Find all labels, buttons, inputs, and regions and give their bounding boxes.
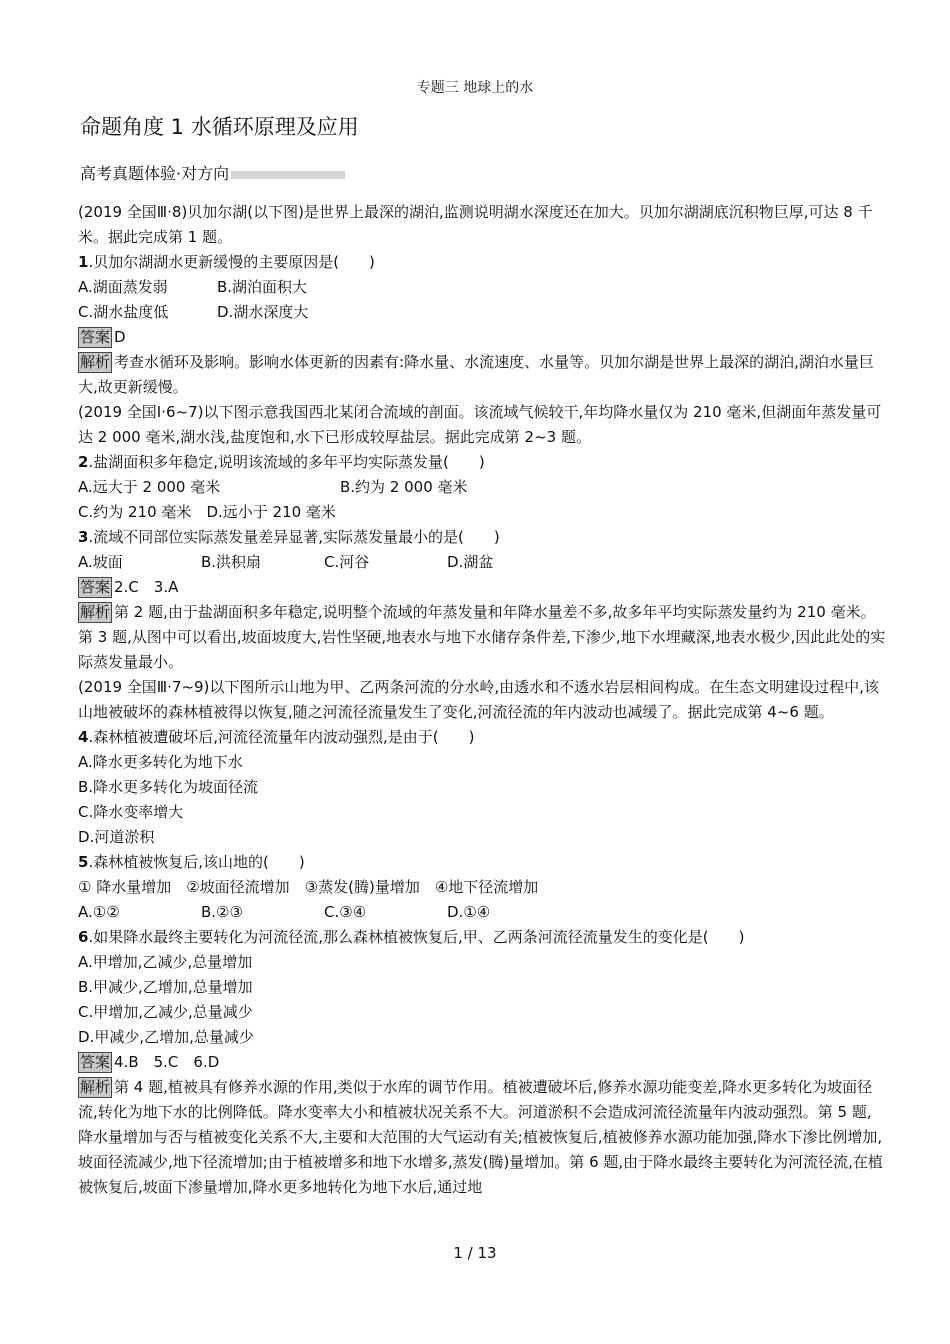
question-5 xyxy=(78,850,886,875)
analysis-tag: 解析 xyxy=(80,1078,111,1096)
question-stem: .森林植被遭破坏后,河流径流量年内波动强烈,是由于( ) xyxy=(88,728,475,746)
option: C.约为 210 毫米 xyxy=(78,503,192,521)
answer-tag: 答案 xyxy=(80,328,111,346)
option: D.远小于 210 毫米 xyxy=(206,503,336,521)
question-number: 5 xyxy=(78,853,89,871)
answer-text: 4.B 5.C 6.D xyxy=(114,1053,220,1071)
option: D.湖盆 xyxy=(447,553,494,571)
option: D.湖水深度大 xyxy=(217,303,309,321)
question-number: 1 xyxy=(78,253,89,271)
answer-line xyxy=(78,575,886,600)
analysis-tag: 解析 xyxy=(80,603,111,621)
option: D.①④ xyxy=(447,903,491,921)
analysis-text: 第 2 题,由于盐湖面积多年稳定,说明整个流域的年蒸发量和年降水量差不多,故多年平均实际蒸发量约为 210 毫米。第 3 题,从图中可以看出,坡面坡度大,岩性坚硬,地表水与地下水储存条件差,下渗少,地下水埋藏深,地表水极少,因此此处的实际蒸发量最小。 xyxy=(78,603,886,671)
option: C.甲增加,乙减少,总量减少 xyxy=(78,1003,253,1021)
option: C.河谷 xyxy=(324,553,370,571)
group1-intro: (2019 全国Ⅲ·8)贝加尔湖(以下图)是世界上最深的湖泊,监测说明湖水深度还在加大。贝加尔湖湖底沉积物巨厚,可达 8 千米。据此完成第 1 题。 xyxy=(78,203,873,246)
option: D.河道淤积 xyxy=(78,828,155,846)
options-row xyxy=(78,500,886,525)
options-row xyxy=(78,550,886,575)
analysis-text: 第 4 题,植被具有修养水源的作用,类似于水库的调节作用。植被遭破坏后,修养水源功能变差,降水更多转化为坡面径流,转化为地下水的比例降低。降水变率大小和植被状况关系不大。河道淤积不会造成河流径流量年内波动强烈。第 5 题,降水量增加与否与植被变化关系不大,主要和大范围的大气运动有关;植被恢复后,植被修养水源功能加强,降水下渗比例增加,坡面径流减少,地下径流增加;由于植被增多和地下水增多,蒸发(腾)量增加。第 6 题,由于降水最终主要转化为河流径流,在植被恢复后,坡面下渗量增加,降水更多地转化为地下水后,通过地 xyxy=(78,1078,883,1196)
group3-intro: (2019 全国Ⅲ·7~9)以下图所示山地为甲、乙两条河流的分水岭,由透水和不透水岩层相间构成。在生态文明建设过程中,该山地被破坏的森林植被得以恢复,随之河流径流量发生了变化,河流径流的年内波动也减缓了。据此完成第 4~6 题。 xyxy=(78,678,879,721)
question-number: 2 xyxy=(78,453,89,471)
answer-text: D xyxy=(114,328,126,346)
question-2 xyxy=(78,450,886,475)
option: C.湖水盐度低 xyxy=(78,303,169,321)
question-stem: .如果降水最终主要转化为河流径流,那么森林植被恢复后,甲、乙两条河流径流量发生的变化是( ) xyxy=(88,928,745,946)
option: B.②③ xyxy=(201,903,243,921)
options-row xyxy=(78,475,886,500)
option: C.③④ xyxy=(324,903,367,921)
option: A.甲增加,乙减少,总量增加 xyxy=(78,953,253,971)
option: A.远大于 2 000 毫米 xyxy=(78,478,221,496)
question-stem: .贝加尔湖湖水更新缓慢的主要原因是( ) xyxy=(88,253,375,271)
question-number: 3 xyxy=(78,528,89,546)
option: A.①② xyxy=(78,903,120,921)
question-number: 6 xyxy=(78,928,89,946)
options-row xyxy=(78,275,886,300)
sub-title xyxy=(80,161,345,184)
analysis-paragraph xyxy=(78,1075,886,1200)
question-items: ① 降水量增加 ②坡面径流增加 ③蒸发(腾)量增加 ④地下径流增加 xyxy=(78,878,539,896)
question-stem: .森林植被恢复后,该山地的( ) xyxy=(88,853,305,871)
sub-title-bar xyxy=(231,171,345,179)
answer-line xyxy=(78,1050,886,1075)
option: A.坡面 xyxy=(78,553,123,571)
option: B.甲减少,乙增加,总量增加 xyxy=(78,978,253,996)
option: A.降水更多转化为地下水 xyxy=(78,753,243,771)
answer-line xyxy=(78,325,886,350)
option: B.降水更多转化为坡面径流 xyxy=(78,778,259,796)
analysis-paragraph xyxy=(78,600,886,675)
group2-intro: (2019 全国Ⅰ·6~7)以下图示意我国西北某闭合流域的剖面。该流域气候较干,年均降水量仅为 210 毫米,但湖面年蒸发量可达 2 000 毫米,湖水浅,盐度饱和,水下已形成较厚盐层。据此完成第 2~3 题。 xyxy=(78,403,882,446)
question-stem: .流域不同部位实际蒸发量差异显著,实际蒸发量最小的是( ) xyxy=(88,528,500,546)
answer-tag: 答案 xyxy=(80,578,111,596)
options-row xyxy=(78,900,886,925)
answer-tag: 答案 xyxy=(80,1053,111,1071)
analysis-paragraph xyxy=(78,350,886,400)
option: C.降水变率增大 xyxy=(78,803,184,821)
analysis-tag: 解析 xyxy=(80,353,111,371)
option: B.约为 2 000 毫米 xyxy=(340,478,468,496)
option: B.湖泊面积大 xyxy=(217,278,308,296)
option: B.洪积扇 xyxy=(201,553,262,571)
question-1 xyxy=(78,250,886,275)
option: D.甲减少,乙增加,总量减少 xyxy=(78,1028,254,1046)
question-3 xyxy=(78,525,886,550)
question-6 xyxy=(78,925,886,950)
question-number: 4 xyxy=(78,728,89,746)
option: A.湖面蒸发弱 xyxy=(78,278,168,296)
question-stem: .盐湖面积多年稳定,说明该流域的多年平均实际蒸发量( ) xyxy=(88,453,485,471)
answer-text: 2.C 3.A xyxy=(114,578,179,596)
sub-title-text: 高考真题体验·对方向 xyxy=(80,164,230,183)
content xyxy=(78,200,886,1200)
page-number: 1 / 13 xyxy=(453,1244,497,1262)
options-row xyxy=(78,300,886,325)
analysis-text: 考查水循环及影响。影响水体更新的因素有:降水量、水流速度、水量等。贝加尔湖是世界上最深的湖泊,湖泊水量巨大,故更新缓慢。 xyxy=(78,353,874,396)
section-title: 命题角度 1 水循环原理及应用 xyxy=(80,115,359,139)
question-4 xyxy=(78,725,886,750)
page-header: 专题三 地球上的水 xyxy=(416,80,534,96)
